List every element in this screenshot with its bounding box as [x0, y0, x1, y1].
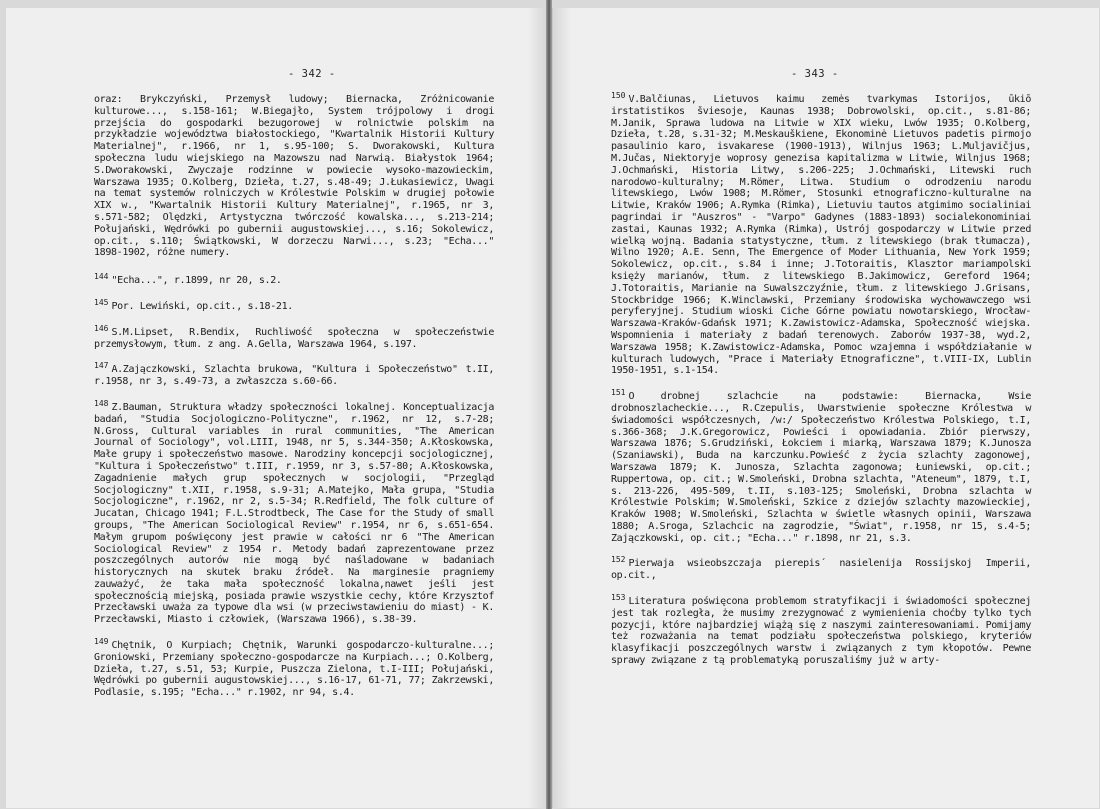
- footnote-text: Chętnik, O Kurpiach; Chętnik, Warunki gospodarczo-kulturalne...; Groniowski, Przemiany społeczno-gospodarcze na Kurpiach...; O.Kolberg, Dzieła, t.27, s.51, 53; Kurpie, Puszcza Zielona, t.I-III; Połujański, Wędrówki po gubernii augustowskiej..., s.16-17, 61-71, 77; Zakrzewski, Podlasie, s.195; "Echa..." r.1902, nr 94, s.4.: [94, 640, 494, 699]
- footnote-number: 152: [611, 555, 626, 565]
- footnote-number: 146: [94, 323, 109, 333]
- footnote: [94, 297, 494, 313]
- footnote-text: O drobnej szlachcie na podstawie: Biernacka, Wsie drobnoszlacheckie..., R.Czepulis, Uwarstwienie społeczne Królestwa w świadomości współczesnych, /w:/ Społeczeństwo Królestwa Polskiego, t.I, s.366-368; J.K.Gregorowicz, Powieści i opowiadania. Zbiór pierwszy, Warszawa 1876; S.Grudziński, Łokciem i miarką, Warszawa 1879; K.Junosza (Szaniawski), Buda na karczunku.Powieść z życia szlachty zagonowej, Warszawa 1879; K. Junosza, Szlachta zagonowa; Łuniewski, op.cit.; Ruppertowa, op. cit.; W.Smoleński, Drobna szlachta, "Ateneum", 1879, t.I, s. 213-226, 495-509, t.II, s.103-125; Smoleński, Drobna szlachta w Królestwie Polskim; W.Smoleński, Szkice z dziejów szlachty mazowieckiej, Kraków 1908; W.Smoleński, Szlachta w świetle własnych opinii, Warszawa 1880; A.Sroga, Szlachcic na zagrodzie, "Świat", r.1958, nr 15, s.4-5; Zajączkowski, op. cit.; "Echa..." r.1898, nr 21, s.3.: [611, 391, 1031, 544]
- footnote: [611, 554, 1031, 582]
- footnote-text: S.M.Lipset, R.Bendix, Ruchliwość społeczna w społeczeństwie przemysłowym, tłum. z ang. A.Gella, Warszawa 1964, s.197.: [94, 326, 494, 350]
- page-shadow: [553, 8, 571, 808]
- page-number: - 343 -: [791, 68, 839, 80]
- footnote-number: 144: [94, 272, 109, 282]
- footnote-number: 150: [611, 91, 626, 100]
- footnote-text: Pierwaja wsieobszczaja pierepis´ nasielenija Rossijskoj Imperii, op.cit.,: [611, 558, 1031, 582]
- footnote-text: Literatura poświęcona problemom stratyfikacji i świadomości społecznej jest tak rozległa, że musimy zrezygnować z wymienienia choćby tylko tych pozycji, które najbardziej wiążą się z naszymi zainteresowaniami. Pomijamy też rozważania na temat podziału społeczeństwa polskiego, kryteriów klasyfikacji poszczególnych warstw i związanych z tym kłopotów. Pewne sprawy związane z tą problematyką poruszaliśmy już w arty-: [611, 596, 1031, 667]
- left-page: [6, 8, 547, 808]
- page-number: - 342 -: [288, 68, 336, 80]
- footnote-text: A.Zajączkowski, Szlachta brukowa, "Kultura i Społeczeństwo" t.II, r.1958, nr 3, s.49-73, a zwłaszcza s.60-66.: [94, 364, 494, 388]
- footnote-number: 147: [94, 361, 109, 371]
- footnotes-block: [611, 90, 1031, 677]
- footnote: [94, 323, 494, 351]
- footnote-number: 145: [94, 297, 109, 307]
- footnotes-block: [94, 94, 494, 709]
- footnote-continuation: oraz: Brykczyński, Przemysł ludowy; Biernacka, Zróżnicowanie kulturowe..., s.158-161; W.Biegajło, System trójpolowy i drogi przejścia do gospodarki bezugorowej w rolnictwie polskim na przykładzie województwa białostockiego, "Kwartalnik Historii Kultury Materialnej", r.1966, nr 1, s.95-100; S. Dworakowski, Kultura społeczna ludu wiejskiego na Mazowszu nad Narwią. Białystok 1964; S.Dworakowski, Zwyczaje rodzinne w powiecie wysoko-mazowieckim, Warszawa 1935; O.Kolberg, Dzieła, t.27, s.48-49; J.Łukasiewicz, Uwagi na temat systemów rolniczych w Królestwie Polskim w drugiej połowie XIX w., "Kwartalnik Historii Kultury Materialnej", r.1965, nr 3, s.571-582; Olędzki, Artystyczna twórczość kowalska..., s.213-214; Połujański, Wędrówki po gubernii augustowskiej..., s.16; Sokolewicz, op.cit., s.110; Świątkowski, W dorzeczu Narwi..., s.23; "Echa..." 1898-1902, różne numery.: [94, 94, 494, 259]
- footnote-number: 148: [94, 398, 109, 408]
- footnote-text: V.Balčiunas, Lietuvos kaimu zemės tvarkymas Istorijos, ūkiō irstatistikos šviesoje, Kaunas 1938; Dobrowolski, op.cit., s.81-86; M.Janik, Sprawa ludowa na Litwie w XIX wieku, Lwów 1935; O.Kolberg, Dzieła, t.28, s.31-32; M.Meskauškiene, Ekonominė Lietuvos padetis pirmojo pasaulinio karo, isvakarese (1900-1913), Wilnjus 1963; L.Muljavičjus, M.Jučas, Niektoryje woprosy genezisa kapitalizma w Litwie, Wilnjus 1968; J.Ochmański, Historia Litwy, s.206-225; J.Ochmański, Litewski ruch narodowo-kulturalny; M.Römer, Litwa. Studium o odrodzeniu narodu litewskiego, Lwów 1908; M.Römer, Stosunki etnograficzno-kulturalne na Litwie, Kraków 1906; A.Rymka (Rimka), Lietuviu tautos atgimimo socialiniai pagrindai ir "Auszros" - "Varpo" Gadynes (1883-1893) socialekonominiai zastai, Kaunas 1932; A.Rymka (Rimka), Ustrój gospodarczy w Litwie przed wielką wojną. Badania statystyczne, tłum. z litewskiego (brak tłumacza), Wilno 1920; A.E. Senn, The Emergence of Moder Lithuania, New York 1959; Sokolewicz, op.cit., s.84 i inne; J.Totoraitis, Klasztor mariampolski księży marianów, tłum. z litewskiego B.Jakimowicz, Gereford 1964; J.Totoraitis, Marianie na Suwalszczyźnie, tłum. z litewskiego J.Grisans, Stockbridge 1966; K.Winclawski, Przemiany środowiska wychowawczego wsi peryferyjnej. Studium wioski Ciche Górne powiatu nowotarskiego, Wrocław-Warszawa-Kraków-Gdańsk 1971; K.Zawistowicz-Adamska, Społeczność wiejska. Wspomnienia i materiały z badań terenowych. Zaborów 1937-38, wyd.2, Warszawa 1958; K.Zawistowicz-Adamska, Pomoc wzajemna i współdziałanie w kulturach ludowych, "Prace i Materiały Etnograficzne", t.VIII-IX, Lublin 1950-1951, s.1-154.: [611, 94, 1031, 377]
- footnote-number: 151: [611, 388, 626, 398]
- footnote-text: Z.Bauman, Struktura władzy społeczności lokalnej. Konceptualizacja badań, "Studia Socjologiczno-Polityczne", r.1962, nr 12, s.7-28; N.Gross, Cultural variables in rural communities, "The American Journal of Sociology", vol.LIII, 1948, nr 5, s.344-350; A.Kłoskowska, Małe grupy i społeczeństwo masowe. Narodziny koncepcji socjologicznej, "Kultura i Społeczeństwo" t.III, r.1959, nr 3, s.57-80; A.Kłoskowska, Zagadnienie małych grup społecznych w socjologii, "Przegląd Socjologiczny" t.XII, r.1958, s.9-31; A.Matejko, Mała grupa, "Studia Socjologiczne", r.1962, nr 2, s.5-34; R.Redfield, The folk culture of Jucatan, Chicago 1941; F.L.Strodtbeck, The Case for the Study of small groups, "The American Sociological Review" r.1954, nr 6, s.651-654. Małym grupom poświęcony jest prawie w całości nr 6 "The American Sociological Review" z 1954 r. Metody badań zaprezentowane przez poszczególnych autorów nie mogą być naśladowane w badaniach historycznych na skutek braku źródeł. Na marginesie pragniemy zauważyć, że taka mała społeczność lokalna,nawet jeśli jest społecznością miejską, posiada prawie wszystkie cechy, które Krzysztof Przecławski uważa za typowe dla wsi (w przeciwstawieniu do miast) - K. Przecławski, Miasto i człowiek, (Warszawa 1966), s.38-39.: [94, 401, 494, 626]
- footnote: [94, 360, 494, 388]
- footnote: [94, 398, 494, 626]
- right-page: [552, 8, 1099, 808]
- footnote: [611, 592, 1031, 667]
- footnote-number: 153: [611, 593, 626, 603]
- footnote: [611, 387, 1031, 544]
- footnote-text: Por. Lewiński, op.cit., s.18-21.: [111, 300, 293, 312]
- footnote: [611, 90, 1031, 377]
- footnote-text: "Echa...", r.1899, nr 20, s.2.: [111, 275, 282, 287]
- page-shadow: [528, 8, 546, 808]
- footnote: [94, 636, 494, 699]
- footnote-number: 149: [94, 637, 109, 647]
- footnote: [94, 271, 494, 287]
